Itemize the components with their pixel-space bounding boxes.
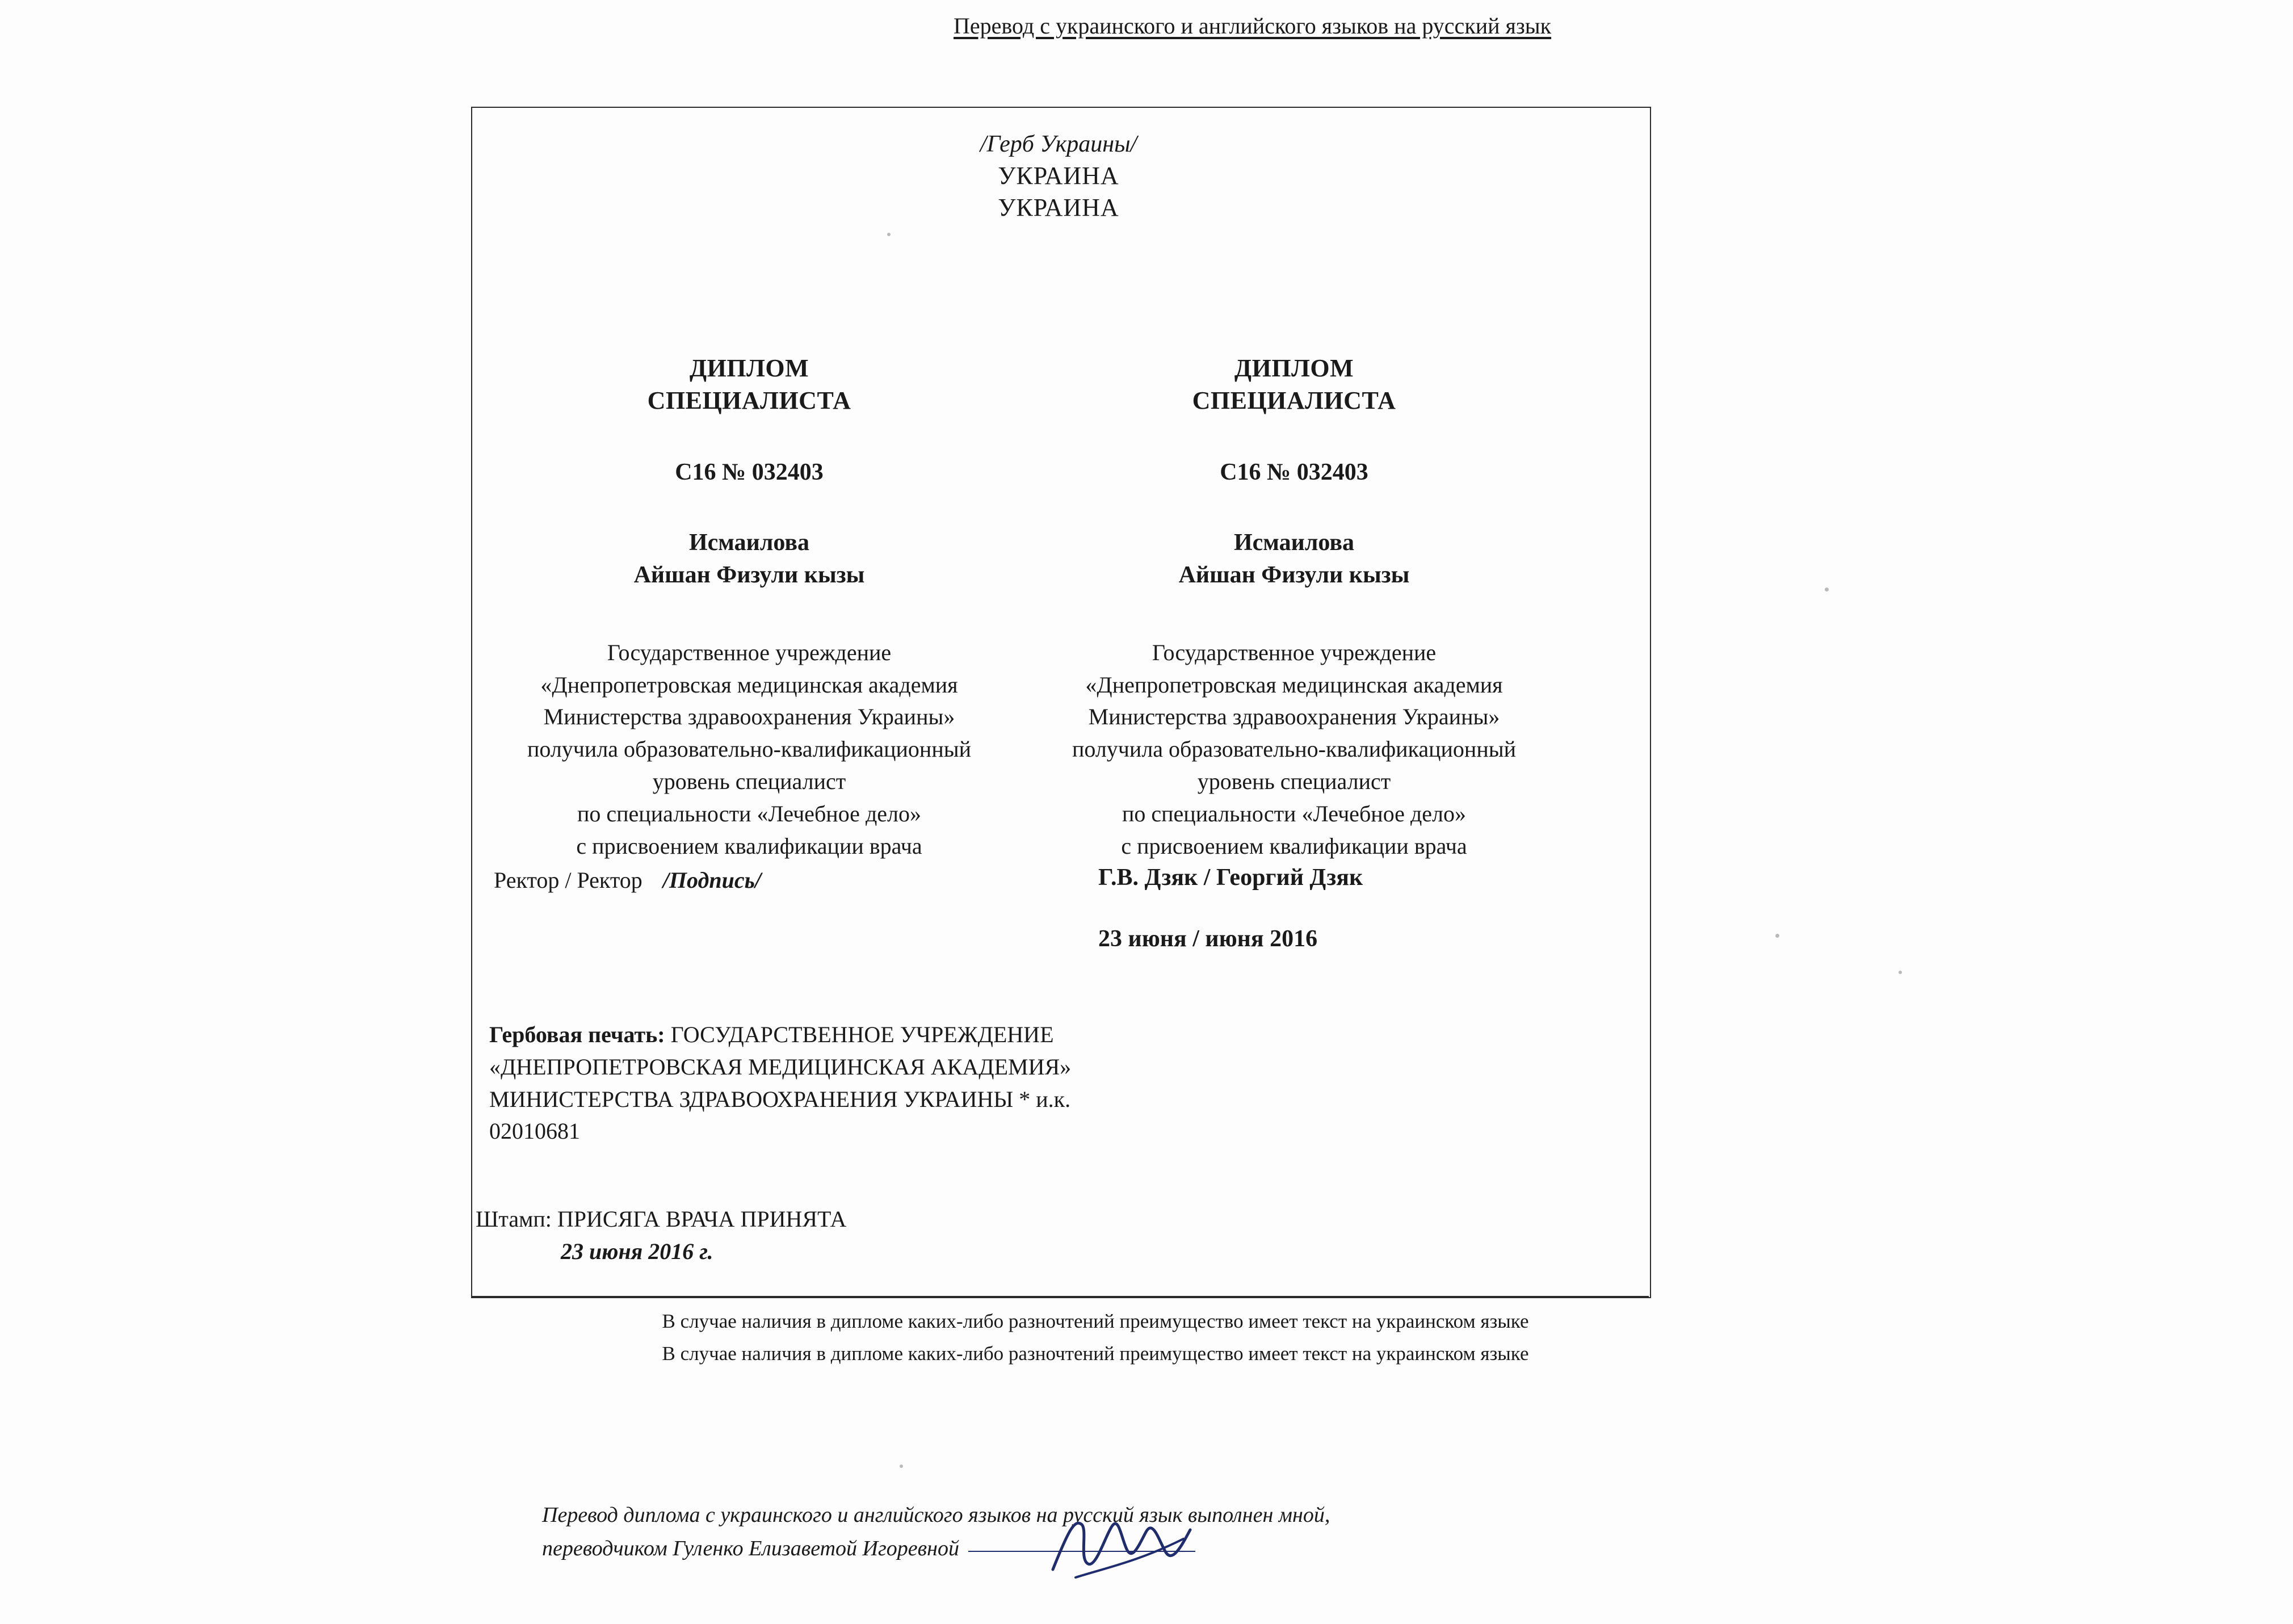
holder-given-names: Айшан Физули кызы	[633, 562, 865, 589]
translator-line-2: переводчиком Гуленко Елизаветой Игоревной	[542, 1536, 959, 1560]
diploma-body-line: по специальности «Лечебное дело»	[577, 800, 922, 826]
diploma-body-line: Государственное учреждение	[1152, 639, 1437, 665]
emblem-block	[732, 129, 1385, 224]
country-line-english: УКРАИНА	[998, 194, 1119, 222]
diploma-body-line: Государственное учреждение	[607, 639, 892, 665]
scan-speck	[1775, 934, 1779, 938]
holder-given-names: Айшан Физули кызы	[1178, 562, 1410, 589]
scan-speck	[900, 1464, 903, 1468]
holder-surname: Исмаилова	[1233, 530, 1355, 556]
diploma-body-line: получила образовательно-квалификационный	[527, 736, 972, 762]
translation-header-note: Перевод с украинского и английского языков на русский язык	[954, 13, 1552, 39]
diploma-title-line1: ДИПЛОМ	[1234, 354, 1354, 382]
rector-signature-mark: /Подпись/	[662, 867, 761, 893]
diploma-body-line: с присвоением квалификации врача	[1121, 833, 1467, 859]
diploma-title-line1: ДИПЛОМ	[689, 354, 809, 382]
diploma-title	[1044, 352, 1544, 417]
diploma-column-ukrainian	[499, 352, 999, 862]
diploma-title	[499, 352, 999, 417]
diploma-body	[499, 637, 999, 863]
issue-date: 23 июня / июня 2016	[1098, 926, 1318, 952]
holder-surname: Исмаилова	[688, 530, 810, 556]
diploma-column-english	[1044, 352, 1544, 862]
diploma-number: С16 № 032403	[675, 459, 824, 486]
discrepancy-note-line: В случае наличия в дипломе каких-либо разночтений преимущество имеет текст на украинском языке	[662, 1342, 1529, 1365]
diploma-body	[1044, 637, 1544, 863]
rector-signature-line	[494, 867, 761, 893]
stamp-label: Штамп:	[476, 1206, 552, 1232]
diploma-number: С16 № 032403	[1220, 459, 1368, 486]
seal-description	[489, 1019, 1114, 1148]
document-frame-bottom-rule	[471, 1296, 1649, 1297]
stamp-date: 23 июня 2016 г.	[561, 1238, 713, 1264]
diploma-body-line: Министерства здравоохранения Украины»	[543, 704, 955, 730]
translator-line-1: Перевод диплома с украинского и английского языков на русский язык выполнен мной,	[542, 1503, 1330, 1527]
seal-label: Гербовая печать:	[489, 1022, 665, 1047]
diploma-body-line: с присвоением квалификации врача	[576, 833, 922, 859]
diploma-body-line: по специальности «Лечебное дело»	[1122, 800, 1467, 826]
holder-name	[499, 527, 999, 591]
translator-certification	[542, 1499, 1620, 1566]
signature-rule	[968, 1551, 1195, 1552]
diploma-body-line: уровень специалист	[1197, 768, 1391, 794]
discrepancy-note-line: В случае наличия в дипломе каких-либо разночтений преимущество имеет текст на украинском языке	[662, 1310, 1529, 1332]
diploma-body-line: «Днепропетровская медицинская академия	[1085, 672, 1503, 698]
emblem-caption: /Герб Украины/	[980, 131, 1137, 157]
diploma-body-line: уровень специалист	[652, 768, 846, 794]
country-line-ukrainian: УКРАИНА	[998, 161, 1119, 190]
holder-name	[1044, 527, 1544, 591]
translator-line-2-wrapper	[542, 1532, 1620, 1566]
diploma-body-line: Министерства здравоохранения Украины»	[1088, 704, 1500, 730]
rector-label: Ректор / Ректор	[494, 867, 642, 893]
stamp-description	[476, 1203, 1157, 1268]
diploma-title-line2: СПЕЦИАЛИСТА	[647, 387, 851, 415]
scan-speck	[1899, 971, 1902, 974]
scan-speck	[1825, 588, 1829, 591]
diploma-body-line: «Днепропетровская медицинская академия	[540, 672, 958, 698]
discrepancy-notes	[545, 1306, 1646, 1370]
seal-text: ГОСУДАРСТВЕННОЕ УЧРЕЖДЕНИЕ «ДНЕПРОПЕТРОВСКАЯ МЕДИЦИНСКАЯ АКАДЕМИЯ» МИНИСТЕРСТВА ЗДРАВООХРАНЕНИЯ УКРАИНЫ * и.к. 02010681	[489, 1022, 1072, 1144]
rector-name: Г.В. Дзяк / Георгий Дзяк	[1098, 865, 1363, 891]
stamp-text: ПРИСЯГА ВРАЧА ПРИНЯТА	[551, 1206, 847, 1232]
diploma-body-line: получила образовательно-квалификационный	[1072, 736, 1517, 762]
diploma-title-line2: СПЕЦИАЛИСТА	[1192, 387, 1396, 415]
